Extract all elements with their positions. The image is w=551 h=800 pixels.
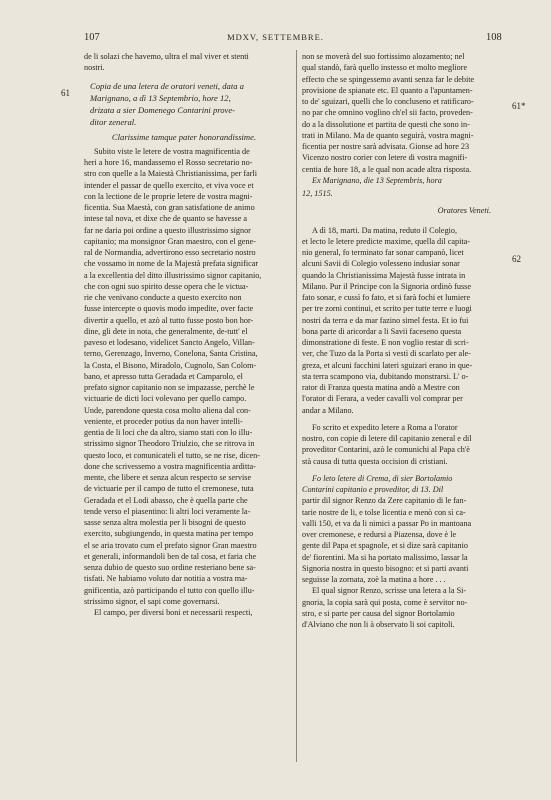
text-line: stro con quelle a la Maiestà Christianissima, per farli [84,169,258,179]
text-line: ficentia per nostre sarà advisata. Gionse ad hore 23 [302,142,470,151]
column-divider [296,50,297,762]
text-line: no par che omnino voglino ch'el sii facto, proveden- [302,108,473,118]
text-line: gnificentia, azò participando el tutto con quello illu- [84,585,255,595]
text-line: che vossamo in nome de la Majestà prefata significar [84,259,259,269]
text-line: ral de Normandia, advertirono esso secretario nostro [84,248,256,257]
text-line: Fo leto letere di Crema, di sier Bortolamio [312,473,453,483]
text-line: gentia de li loci che da altro, siamo stati con lo illu- [84,428,253,437]
letter-body [84,146,284,619]
text-line: fusse intercepte o quovis modo impedite, over facte [84,304,254,314]
text-line: el se aria trovato cum el prefato signor Gran maestro [84,540,257,550]
text-line: tarie nostre de li, e tolse licentia e menò con sì ca- [302,507,466,517]
text-line: prefato signor capitanio non se impazasse, perchè le [84,383,255,392]
text-line: Subito viste le letere de vostra magnificentia de [94,146,250,156]
running-title: MDXV, SETTEMBRE. [227,32,324,42]
left-column [84,51,284,618]
text-line: bano, et apresso tutta Geradada et Camparolo, el [84,371,243,381]
text-line: El campo, per diversi boni et necessarii respecti, [94,608,253,617]
text-line: Unde, parendone questa cosa molto aliena dal con- [84,405,251,415]
text-line: strissimo signor Theodoro Triulzio, che se ritrova in [84,439,255,449]
text-line: questo loco, et comunicateli el tutto, se ne rise, dicen- [84,450,260,460]
signature: Oratores Veneti. [437,206,491,216]
text-line: do a la dissolutione et partita de questi che sono in- [302,119,470,129]
text-line: terno, Gerenzago, Inverno, Conelona, Santa Cristina, [84,349,258,359]
text-line: nostri da terra e da mar fazino simel festa. Et io fui [302,315,469,325]
heading-line: drizata a sier Domenego Contarini prove- [90,104,236,115]
place-date-line: Ex Marignano, die 13 Septembris, hora [312,175,442,185]
text-line: Milano. Pur il Principe con la Signoria ordinò fusse [302,281,471,291]
text-line: sta terra scampono via, dubitando monstrarsi. L' o- [302,371,469,381]
text-line: et generali, informandoli ben de tal cosa, et faria che [84,551,257,561]
text-line: strissimo signor, el sapi come governarsi. [84,596,220,606]
text-line: de li solazi che havemo, ultra el mal viver et stenti [84,52,249,61]
text-line: gnoria, la copia sarà qui posta, come è servitor no- [302,597,468,607]
text-line: nostri. [84,63,105,73]
margin-number-right-61: 61* [512,101,526,111]
text-line: nostro, con copie di letere dil capitanio zeneral e dil [302,434,472,443]
text-line: con la lectione de le proprie letere de vostra magni- [84,191,253,201]
text-line: tende verso el piasentino: li altri loci veramente la- [84,506,251,516]
text-line: done che scrivessemo a vostra magnificentia arditta- [84,461,256,471]
text-line: et lecto le letere predicte maxime, quella dil capita- [302,236,470,246]
text-line: per tre zorni continui, et scrito per tutte terre e luogi [302,304,472,314]
page-number-right: 108 [486,32,502,43]
text-line: greza, et alcuni facchini lateri sguizari erano in que- [302,360,473,370]
text-line: valli 150, et va da li nimici a passar Po in mantoana [302,518,472,528]
text-line: la Costa, el Bisono, Miradolo, Cugnolo, San Colom- [84,360,257,370]
text-line: divertir a quello, et azò al tutto fusse posto bon hor- [84,315,254,325]
text-line: trati in Milano. Ma de quanto seguirà, vostra magni- [302,130,474,140]
text-line: intender el passar de quello exercito, et viva voce et [84,180,254,190]
text-line: a la excellentia del ditto illustrissimo signor capitanio, [84,270,262,280]
margin-number-left: 61 [61,88,70,98]
text-line: mente, che libere et senza alcun respecto se servise [84,473,252,482]
text-line: centia de hore 18, a le qual non acade altra risposta. [302,164,472,174]
paragraph-crema [302,473,509,586]
text-line: intese tal nova, et dixe che de quanto se havesse a [84,214,248,224]
salutation: Clarissime tamque pater honorandissime. [111,131,257,142]
text-line: ficentia. Sua Maestà, con gran satisfatione de animo [84,203,255,212]
text-line: gente dil Papa et spagnole, et si dize sarà capitanio [302,541,468,551]
paragraph-roma [302,422,509,467]
text-line: senza dubio de questo suo ordine resteriano bene sa- [84,563,256,572]
text-line: partir dil signor Renzo da Zere capitanio di le fan- [302,496,467,506]
date-line: 12, 1515. [302,189,333,198]
text-line: victuarie de dicti loci volevano per quello campo. [84,394,247,404]
text-line: quando la Christianissima Majestà fusse intrata in [302,270,466,280]
text-line: tisfati. Ne habiamo voluto dar notitia a vostra ma- [84,574,248,584]
text-line: exercito, subgiungendo, in questa matina per tempo [84,529,254,539]
heading-line: ditor zeneral. [90,116,137,127]
text-line: over cremonese, e redursi a Piazensa, dove è le [302,530,457,539]
text-line: andar a Milano. [302,405,354,415]
text-line: qual standò, farà quello instesso et molto megliore [302,63,468,73]
text-line: bona parte di aricordar a li Savii faceseno questa [302,326,462,336]
text-line: far ne daria poi ordine a questo illustrissimo signor [84,225,251,235]
text-line: che con ogni suo spirito desse opera che le victua- [84,281,249,291]
text-line: effecto che se spingessemo avanti senza far le debite [302,74,475,84]
paragraph-renzo [302,585,509,630]
text-line: de victuarie per il campo de tutto el cremonese, tuta [84,484,254,494]
text-line: A dì 18, marti. Da matina, reduto il Colegio, [312,225,458,235]
heading-line: Marignano, a dì 13 Septembrio, hore 12, [90,92,231,103]
right-column [302,51,509,630]
text-line: heri a hore 16, mandassemo el Rosso secretario no- [84,158,253,167]
text-line: nio general, fo terminato far sonar campanò, licet [302,248,464,257]
text-line: fato sonar, e cussì fo fato, et si farà fochi et lumiere [302,293,471,302]
text-line: veniente, et proceder potius da non haver intelli- [84,416,243,426]
text-line: alcuni Savii di Colegio volesseno indusiar sonar [302,259,460,269]
text-line: capitanio; ma monsignor Gran maestro, con el gene- [84,236,256,246]
text-line: provisione de spianate etc. El quanto a l'apuntamen- [302,85,473,95]
text-line: stà causa di tutta questa occision di cristiani. [302,456,448,466]
letter-continuation [302,51,509,175]
text-line: dine, gli dete in nota, che generalmente, de-tutt' el [84,326,248,336]
text-line: stro, e si parte per causa del signor Bortolamio [302,608,455,618]
text-line: to de' sguizari, quelli che lo concluseno et ratificaro- [302,97,474,106]
text-line: dimonstratione di feste. E non voglio restar di scri- [302,338,469,347]
text-line: d'Alviano che non li à observato li soi capitoli. [302,620,455,629]
margin-number-right-62: 62 [512,254,521,264]
text-line: rie che venivano conducte a questo exercito non [84,293,242,302]
text-line: Fo scrito et expedito letere a Roma a l'orator [312,422,458,432]
text-line: ver, che Tuzo da la Porta si vestì di scarlato per ale- [302,349,471,359]
text-line: seguisse la zornata, zoè la matina a hore . . . [302,575,446,584]
text-line: Contarini capitanio e proveditor, di 13. Dil [302,485,444,494]
text-line: proveditor Contarini, azò le comunichi al Papa ch'è [302,445,470,455]
text-line: Signoria nostra in questo bisogno: et si parti avanti [302,563,469,573]
text-line: El qual signor Renzo, scrisse una letera a la Si- [312,586,467,596]
text-line: rator di Franza questa matina andò a Mestre con [302,383,460,392]
letter-heading [84,80,284,128]
page-number-left: 107 [84,32,100,43]
text-line: Vicenzo nostro corier con letere di vostra magnifi- [302,153,468,163]
text-line: non se moverà del suo fortissimo alozamento; nel [302,52,465,61]
text-line: sasse senza altra molestia per li bisogni de questo [84,518,246,527]
text-line: l'orator di Ferara, a veder cavalli vol comprar per [302,394,463,404]
text-line: paveso et lodesano, videlicet Sancto Angelo, Villan- [84,338,255,347]
heading-line: Copia de una letera de oratori veneti, data a [90,80,244,91]
text-line: de' fiorentini. Ma si ha portato malissimo, lassar la [302,552,468,562]
paragraph-18-marti [302,225,509,416]
text-line: Geradada et el Lodi abasso, che è quella parte che [84,495,248,505]
